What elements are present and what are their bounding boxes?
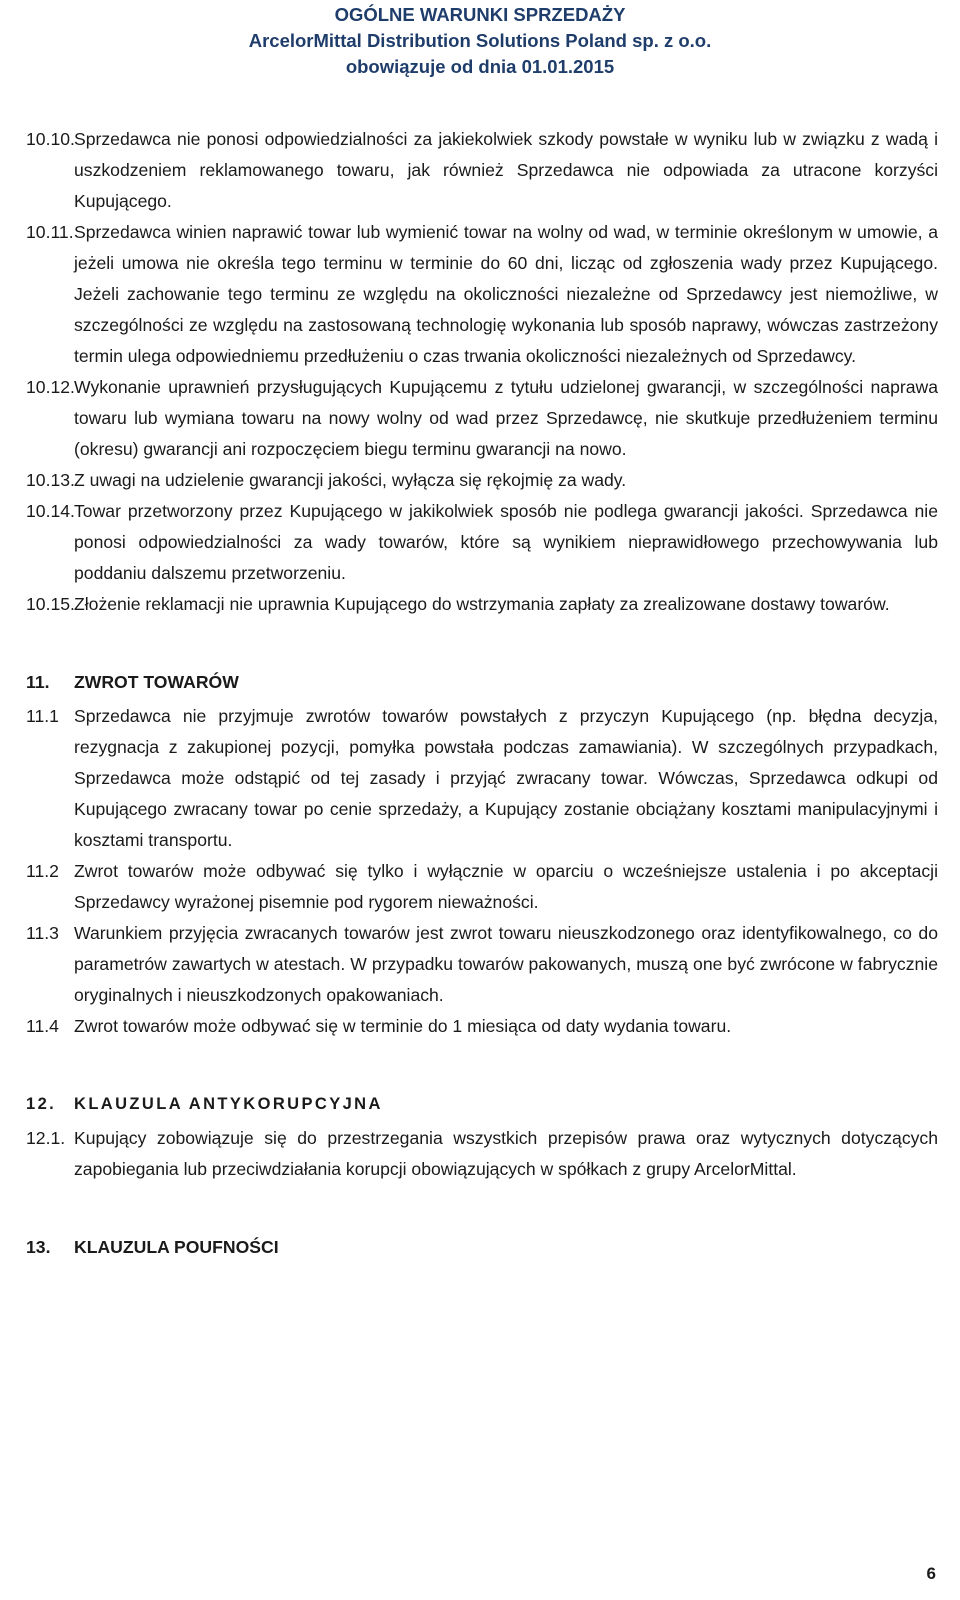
section-number: 12. [26, 1095, 57, 1113]
clause-text: Sprzedawca winien naprawić towar lub wymienić towar na wolny od wad, w terminie określonym w umowie, a jeżeli umowa nie określa tego terminu w terminie do 60 dni, licząc od zgłoszenia wady przez Kupującego. Jeżeli zachowanie tego terminu ze względu na okoliczności niezależne od Sprzedawcy jest niemożliwe, w szczególności ze względu na zastosowaną technologię wykonania lub sposób naprawy, wówczas zastrzeżony termin ulega odpowiedniemu przedłużeniu o czas trwania okoliczności niezależnych od Sprzedawcy. [74, 222, 938, 366]
clause-number: 11.2 [26, 861, 59, 881]
clause-10-14 [26, 496, 938, 589]
clause-number: 11.1 [26, 706, 59, 726]
clause-text: Sprzedawca nie przyjmuje zwrotów towarów powstałych z przyczyn Kupującego (np. błędna decyzja, rezygnacja z zakupionej pozycji, pomyłka powstała podczas zamawiania). W szczególnych przypadkach, Sprzedawca może odstąpić od tej zasady i przyjąć zwracany towar. Wówczas, Sprzedawca odkupi od Kupującego zwracany towar po cenie sprzedaży, a Kupujący zostanie obciążany kosztami manipulacyjnymi i kosztami transportu. [74, 706, 938, 850]
section-title: KLAUZULA ANTYKORUPCYJNA [74, 1095, 383, 1113]
clause-number: 11.4 [26, 1016, 59, 1036]
clause-text: Z uwagi na udzielenie gwarancji jakości, wyłącza się rękojmię za wady. [74, 470, 627, 490]
clause-text: Zwrot towarów może odbywać się tylko i wyłącznie w oparciu o wcześniejsze ustalenia i po akceptacji Sprzedawcy wyrażonej pisemnie pod rygorem nieważności. [74, 861, 938, 912]
clause-10-11 [26, 217, 938, 372]
clause-text: Sprzedawca nie ponosi odpowiedzialności za jakiekolwiek szkody powstałe w wyniku lub w związku z wadą i uszkodzeniem reklamowanego towaru, jak również Sprzedawca nie odpowiada za utracone korzyści Kupującego. [74, 129, 938, 211]
clause-10-13 [26, 465, 938, 496]
effective-date: obowiązuje od dnia 01.01.2015 [345, 56, 615, 77]
document-body [26, 124, 938, 1266]
clause-11-3 [26, 918, 938, 1011]
clause-number: 11.3 [26, 923, 59, 943]
document-title: OGÓLNE WARUNKI SPRZEDAŻY [334, 4, 626, 25]
section-number: 13. [26, 1237, 51, 1257]
clause-number: 10.15. [26, 594, 75, 614]
section-title: ZWROT TOWARÓW [74, 672, 239, 692]
section-number: 11. [26, 672, 50, 692]
clause-text: Wykonanie uprawnień przysługujących Kupującemu z tytułu udzielonej gwarancji, w szczególności naprawa towaru lub wymiana towaru na nowy wolny od wad przez Sprzedawcę, nie skutkuje przedłużeniem terminu (okresu) gwarancji ani rozpoczęciem biegu terminu gwarancji na nowo. [74, 377, 938, 459]
clause-10-15 [26, 589, 938, 620]
clause-number: 10.13. [26, 470, 75, 490]
clause-text: Kupujący zobowiązuje się do przestrzegania wszystkich przepisów prawa oraz wytycznych dotyczących zapobiegania lub przeciwdziałania korupcji obowiązujących w spółkach z grupy ArcelorMittal. [74, 1128, 938, 1179]
clause-number: 10.14. [26, 501, 75, 521]
clause-number: 10.10. [26, 129, 75, 149]
clause-11-1 [26, 701, 938, 856]
clause-text: Towar przetworzony przez Kupującego w jakikolwiek sposób nie podlega gwarancji jakości. Sprzedawca nie ponosi odpowiedzialności za wady towarów, które są wynikiem nieprawidłowego przechowywania lub poddaniu dalszemu przetworzeniu. [74, 501, 938, 583]
clause-10-10 [26, 124, 938, 217]
clause-number: 10.12. [26, 377, 75, 397]
clause-12-1 [26, 1123, 938, 1185]
section-12-heading [26, 1089, 938, 1120]
section-11-heading [26, 667, 938, 698]
clause-text: Zwrot towarów może odbywać się w terminie do 1 miesiąca od daty wydania towaru. [74, 1016, 732, 1036]
clause-10-12 [26, 372, 938, 465]
page-number: 6 [926, 1564, 936, 1583]
clause-text: Warunkiem przyjęcia zwracanych towarów jest zwrot towaru nieuszkodzonego oraz identyfikowalnego, co do parametrów zawartych w atestach. W przypadku towarów pakowanych, muszą one być zwrócone w fabrycznie oryginalnych i nieuszkodzonych opakowaniach. [74, 923, 938, 1005]
clause-11-2 [26, 856, 938, 918]
clause-11-4 [26, 1011, 938, 1042]
clause-text: Złożenie reklamacji nie uprawnia Kupującego do wstrzymania zapłaty za zrealizowane dostawy towarów. [74, 594, 890, 614]
clause-number: 12.1. [26, 1128, 66, 1148]
document-header [0, 2, 960, 80]
company-name: ArcelorMittal Distribution Solutions Poland sp. z o.o. [248, 30, 712, 51]
clause-number: 10.11. [26, 222, 74, 242]
section-title: KLAUZULA POUFNOŚCI [74, 1237, 279, 1257]
section-13-heading [26, 1232, 938, 1263]
